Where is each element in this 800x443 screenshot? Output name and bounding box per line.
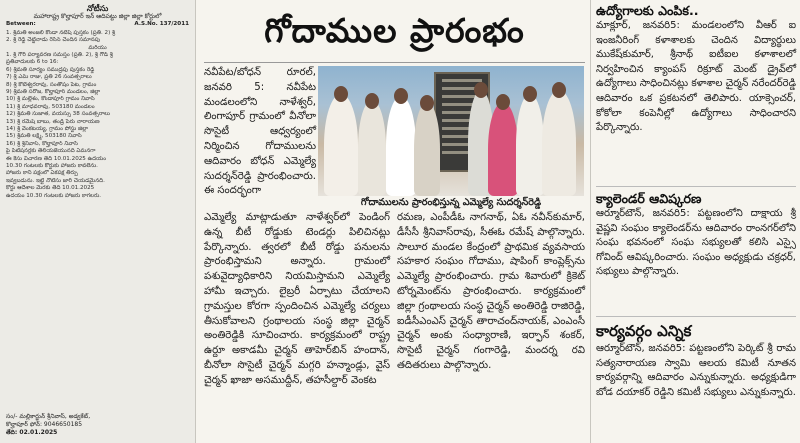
notice-line: 9) శ్రీమతి సరోజ, కొల్హాపూర్ మండలం, జిల్లా	[6, 89, 101, 96]
notice-line: ప్రతివాదులకు 6 to 16:	[6, 59, 59, 66]
notice-line: 16) శ్రీ శ్రీనివాస్, కొల్హాపూర్ నివాసి	[6, 140, 78, 147]
photo-caption: గోదాములను ప్రారంభిస్తున్న ఎమ్మెల్యే సుదర్శన్‌రెడ్డి	[318, 196, 584, 210]
article-body-left: ఎమ్మెల్యే మాట్లాడుతూ నాళేశ్వర్‌లో పెండింగ్ ఉన్న బీటీ రోడ్డుకు టెండర్లు పిలిచినట్లు పేర్కొన్నారు. త్వరలో బీటీ రోడ్డు పనులను ప్రారంభిస్తామని అన్నారు. గ్రామంలో పశువైద్యాధికారిని నియమిస్తామని ఎమ్మెల్యే హామీ ఇచ్చారు. లైబ్రరీ ఏర్పాటు చేయాలని గ్రామస్తుల కోరగా స్పందించిన ఎమ్మెల్యే చర్యలు తీసుకోవాలని గ్రంథాలయ సంస్థ జిల్లా చైర్మన్ అంతిరెడ్డికి సూచించారు. కార్యక్రమంలో రాష్ట్ర ఉర్దూ అకాడమీ చైర్మన్ తాహెర్‌బిన్ హందాన్, బీనోలా సొసైటీ చైర్మన్ మగ్గరి హన్మాండ్లు, వైస్ చైర్మన్ ఖాజా అసముద్దీన్, తహసీల్దార్ వెంకట	[204, 212, 390, 386]
notice-between: Between:	[6, 20, 36, 27]
article-lead: నవీపేట/బోధన్ రూరల్, జనవరి 5: నవీపేట మండలంలోని నాళేశ్వర్, లింగాపూర్ గ్రామంలో వీనోలా సొసైటీ ఆధ్వర్యంలో నిర్మించిన గోదాములను ఆదివారం బోధన్ ఎమ్మెల్యే సుదర్శన్‌రెడ్డి ప్రారంభించారు. ఈ సందర్భంగా	[204, 67, 316, 197]
notice-line: ఈ కేసు విచారణ తేది 10.01.2025 ఉదయం	[6, 155, 107, 162]
notice-line: ఇవ్వబడును. ఇట్టి నోటీసు జారీ చేయడమైనది.	[6, 177, 105, 184]
photo-person	[516, 94, 544, 196]
notice-line: 15) శ్రీమతి లక్ష్మి, 503180 నివాసి	[6, 133, 82, 140]
notice-signature	[6, 413, 189, 437]
main-article	[204, 0, 585, 443]
photo-person	[414, 102, 440, 196]
notice-line: 14) శ్రీ వెంకటయ్య, గ్రామం పోస్టు జిల్లా	[6, 125, 88, 132]
brief-separator	[596, 186, 796, 187]
photo-person	[386, 96, 416, 196]
notice-line: కోర్టు ఆదేశాల మేరకు తేది 10.01.2025	[6, 185, 95, 192]
notice-line: 1. శ్రీమతి అంజలి కొండా నటేష్ పుస్తకం (ప్రతి. 2) శ్రీ	[6, 29, 116, 36]
photo-person	[488, 102, 518, 196]
brief-body: ఆర్మూర్‌టౌన్, జనవరి5: పట్టణంలోని పెర్కిట్ శ్రీ రామ సత్యనారాయణ స్వామి ఆలయ కమిటీ నూతన కార్యవర్గాన్ని ఆదివారం ఎన్నుకున్నారు. అధ్యక్షుడిగా బోడ దయాకర్ రెడ్డిని కమిటీ సభ్యులు ఎన్నుకున్నారు.	[596, 343, 796, 398]
notice-line: 13) శ్రీ రమేష్ బాబు, తండ్రి పేరు నారాయణ	[6, 118, 100, 125]
notice-line: 11) శ్రీ మాధవరావు, 503180 మండలం	[6, 103, 95, 110]
legal-notice	[0, 0, 196, 443]
notice-line: 8) శ్రీ కోటేశ్వరరావు, సంతోషం పేట, గ్రామం	[6, 81, 97, 88]
notice-line: 10) శ్రీ మల్లేశం, కొండాపూర్ గ్రామం నివాసి	[6, 96, 95, 103]
brief-title: ఉద్యోగాలకు ఎంపిక..	[596, 3, 699, 18]
notice-signature-line: కొల్హాపూర్ ఫోన్: 9046650185	[6, 421, 83, 428]
right-column	[596, 0, 796, 443]
brief-body: ఆర్మూర్‌టౌన్, జనవరి5: పట్టణంలోని దాక్షాయ శ్రీ వైష్ణవి సంఘం క్యాలెండర్‌ను ఆదివారం రాంనగర్‌లోని సంఘ భవనంలో సంఘ సభ్యులతో కలిసి ఎస్సై గోవింద్ ఆవిష్కరించారు. సంఘం అధ్యక్షుడు చక్రధర్, సభ్యులు పాల్గొన్నారు.	[596, 208, 796, 278]
notice-date: తేది: 02.01.2025	[6, 429, 58, 436]
notice-signature-line: సం/- మల్లికార్జున్ శ్రీనివాస్, అడ్వకేట్,	[6, 413, 91, 420]
notice-body	[6, 30, 189, 200]
article-photo	[318, 66, 584, 196]
brief-title: క్యాలెండర్ ఆవిష్కరణ	[596, 191, 702, 206]
notice-line: 1. శ్రీ గౌరీ పర్యావరణ సమస్తం (ప్రతి. 2), శ్రీ గౌడ్ శ్రీ	[6, 52, 113, 59]
brief-title: కార్యవర్గం ఎన్నిక	[596, 322, 692, 340]
notice-case-number: A.S.No. 137/2011	[134, 20, 189, 27]
notice-line: 7) శ్రీ ఎమ్ రాజు, ప్రతి 26 సంవత్సరాలు	[6, 74, 92, 81]
brief-separator	[596, 316, 796, 317]
notice-line: 12) శ్రీమతి సుజాత, వయస్సు 38 సంవత్సరాలు	[6, 111, 110, 118]
notice-line: మరియు	[88, 44, 107, 51]
column-divider	[590, 0, 591, 443]
notice-title: నోటీసు	[86, 4, 109, 13]
notice-subtitle: మహారాష్ట్ర కొల్హాపూర్ ఇన్ ఆదిపట్టు జిల్లా జిల్లా కోర్టులో	[33, 13, 162, 20]
article-headline: గోదాముల ప్రారంభం	[264, 11, 525, 50]
photo-person	[358, 100, 386, 196]
notice-case-row	[6, 21, 189, 28]
brief-body: మాక్లూర్, జనవరి5: మండలంలోని వీఆర్ ఐ ఇంజనీరింగ్ కళాశాలకు చెందిన విద్యార్థులు ముకేష్‌కుమార్, శ్రీనాథ్ ఐటీఐల కళాశాలలో నిర్వహించిన క్యాంపస్ రిక్రూట్ మెంట్ డ్రైవ్‌లో ఉద్యోగాలు సాధించినట్లు కళాశాల చైర్మన్ నరేందర్‌రెడ్డి ఆదివారం ఒక ప్రకటనలో తెలిపారు. యాక్సెంచర్, కోకోలా కంపెనీల్లో ఉద్యోగాలు సాధించారని పేర్కొన్నారు.	[596, 20, 796, 134]
notice-line: 2. శ్రీ రెడ్డి చెట్టినాడు రెసిన్ చెందిన సమానపు	[6, 37, 101, 44]
headline-rule	[204, 62, 585, 63]
photo-person	[324, 94, 358, 196]
notice-line: ఉదయం 10.30 గంటలకు హాజరు కాగలరు.	[6, 192, 102, 199]
news-brief-calendar	[596, 190, 796, 280]
notice-line: పై పిటిషనర్లకు తెలియజేయునది ఏమనగా	[6, 148, 96, 155]
news-brief-jobs	[596, 2, 796, 136]
notice-line: 10.30 గంటలకు కోర్టుకు హాజరు కావలెను.	[6, 162, 98, 169]
article-body-right: రమణ, ఎంపీడీఓ నాగనాథ్, ఏఓ నవీన్‌కుమార్, డీసీసీ శ్రీనివాస్‌రావు, సీఈఓ రమేష్ పాల్గొన్నారు. సాలూర మండల కేంద్రంలో ప్రాథమిక వ్యవసాయ సహకార సంఘం గోదాము, షాపింగ్ కాంప్లెక్స్‌ను ఎమ్మెల్యే ప్రారంభించారు. గ్రామ శివారులో క్రికెట్ టోర్నమెంట్‌ను ప్రారంభించారు. కార్యక్రమంలో జిల్లా గ్రంథాలయ సంస్థ చైర్మన్ అంతిరెడ్డి రాజిరెడ్డి, ఐడీసీఎంఎస్ చైర్మన్ తారాచంద్‌నాయక్, ఎంఎంసీ చైర్మన్ అంకు సంధ్యారాణి, ఇర్ఫాన్ శంకర్, సొసైటీ చైర్మన్ గంగారెడ్డి, మందర్న రవి తదితరులు పాల్గొన్నారు.	[397, 212, 585, 371]
news-brief-committee	[596, 320, 796, 400]
photo-person	[542, 90, 576, 196]
notice-line: హాజరు కాని పక్షంలో ఏకపక్ష తీర్పు	[6, 170, 78, 177]
notice-line: 6) శ్రీమతి సూర్యం సముద్రపు పుస్తకం రెడ్డి	[6, 66, 95, 73]
